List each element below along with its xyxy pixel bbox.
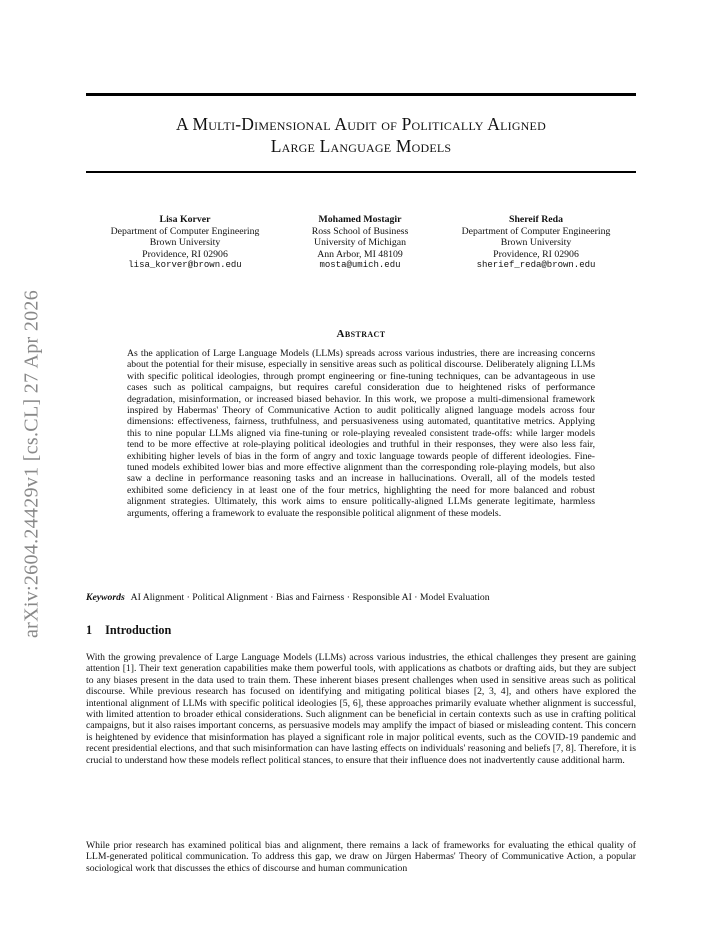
keywords-line (86, 592, 636, 603)
author-email: lisa_korver@brown.edu (128, 260, 242, 271)
arxiv-id-text: arXiv:2604.24429v1 [cs.CL] 27 Apr 2026 (20, 289, 43, 639)
keywords-label: Keywords (86, 592, 125, 603)
author-name: Lisa Korver (159, 214, 211, 225)
intro-paragraph-1: With the growing prevalence of Large Language Models (LLMs) across various industries, the ethical challenges they present are gaining attention [1]. Their text generation capabilities make them powerful tools, with applications as chatbots or drafting aids, but they are subject to any biases present in the data used to train them. These inherent biases present challenges when used in sensitive areas such as political discourse. While previous research has focused on identifying and mitigating political biases [2, 3, 4], and others have explored the intentional alignment of LLMs with specific political ideologies [5, 6], these approaches primarily evaluate whether alignment is successful, with limited attention to broader ethical considerations. Such alignment can be beneficial in certain contexts such as use in crafting political campaigns, but it also raises important concerns, as persuasive models may amplify the impact of biased or misleading content. This concern is heightened by evidence that misinformation has played a significant role in major political events, such as the COVID-19 pandemic and recent presidential elections, and that such misinformation can have lasting effects on individuals' reasoning and beliefs [7, 8]. Therefore, it is crucial to understand how these models reflect political stances, to ensure that their influence does not inadvertently cause additional harm. (86, 652, 636, 766)
author-department: Department of Computer Engineering (461, 225, 611, 237)
title-bottom-rule (86, 171, 636, 173)
author-name: Mohamed Mostagir (318, 214, 402, 225)
author-block (96, 214, 626, 284)
author-3 (436, 214, 636, 272)
author-department: Ross School of Business (311, 225, 409, 237)
section-heading-introduction (86, 623, 171, 638)
author-department: Department of Computer Engineering (110, 225, 260, 237)
author-location: Ann Arbor, MI 48109 (317, 248, 403, 260)
author-email: sherief_reda@brown.edu (476, 260, 596, 271)
paper-title-line-2: Large Language Models (270, 136, 452, 156)
section-title: Introduction (105, 623, 172, 637)
author-name: Shereif Reda (509, 214, 563, 225)
author-2 (270, 214, 450, 272)
paper-title-line-1: A Multi-Dimensional Audit of Politically Aligned (176, 114, 546, 134)
author-email: mosta@umich.edu (319, 260, 401, 271)
author-institution: Brown University (149, 237, 221, 249)
title-top-rule (86, 93, 636, 96)
arxiv-side-identifier (22, 258, 42, 670)
author-institution: Brown University (500, 237, 572, 249)
author-1 (90, 214, 280, 272)
abstract-body: As the application of Large Language Models (LLMs) spreads across various industries, there are increasing concerns about the potential for their misuse, especially in sensitive areas such as political discourse. Deliberately aligning LLMs with specific political ideologies, through prompt engineering or fine-tuning techniques, can be advantageous in use cases such as political campaigns, but requires careful consideration due to heightened risks of performance degradation, misinformation, or increased biased behavior. In this work, we propose a multi-dimensional framework inspired by Habermas' Theory of Communicative Action to audit politically aligned language models across four dimensions: effectiveness, fairness, truthfulness, and persuasiveness using automated, quantitative metrics. Applying this to nine popular LLMs aligned via fine-tuning or role-playing revealed consistent trade-offs: while larger models tend to be more effective at role-playing political ideologies and truthful in their responses, they were also less fair, exhibiting higher levels of bias in the form of angry and toxic language towards people of different ideologies. Fine-tuned models exhibited lower bias and more effective alignment than the corresponding role-playing models, but also saw a decline in performance reasoning tasks and an increase in hallucinations. Overall, all of the models tested exhibited some deficiency in at least one of the four metrics, highlighting the need for more balanced and robust alignment strategies. Ultimately, this work aims to ensure politically-aligned LLMs generate legitimate, harmless arguments, offering a framework to evaluate the responsible political alignment of these models. (127, 348, 595, 519)
author-location: Providence, RI 02906 (142, 248, 228, 260)
keywords-list: AI Alignment · Political Alignment · Bias and Fairness · Responsible AI · Model Evaluation (130, 592, 490, 603)
abstract-heading: Abstract (336, 328, 386, 340)
author-institution: University of Michigan (314, 237, 406, 249)
author-location: Providence, RI 02906 (493, 248, 579, 260)
intro-paragraph-2: While prior research has examined political bias and alignment, there remains a lack of frameworks for evaluating the ethical quality of LLM-generated political communication. To address this gap, we draw on Jürgen Habermas' Theory of Communicative Action, a popular sociological work that discusses the ethics of discourse and human communication (86, 840, 636, 874)
section-number: 1 (86, 623, 93, 637)
paper-title (86, 113, 636, 157)
